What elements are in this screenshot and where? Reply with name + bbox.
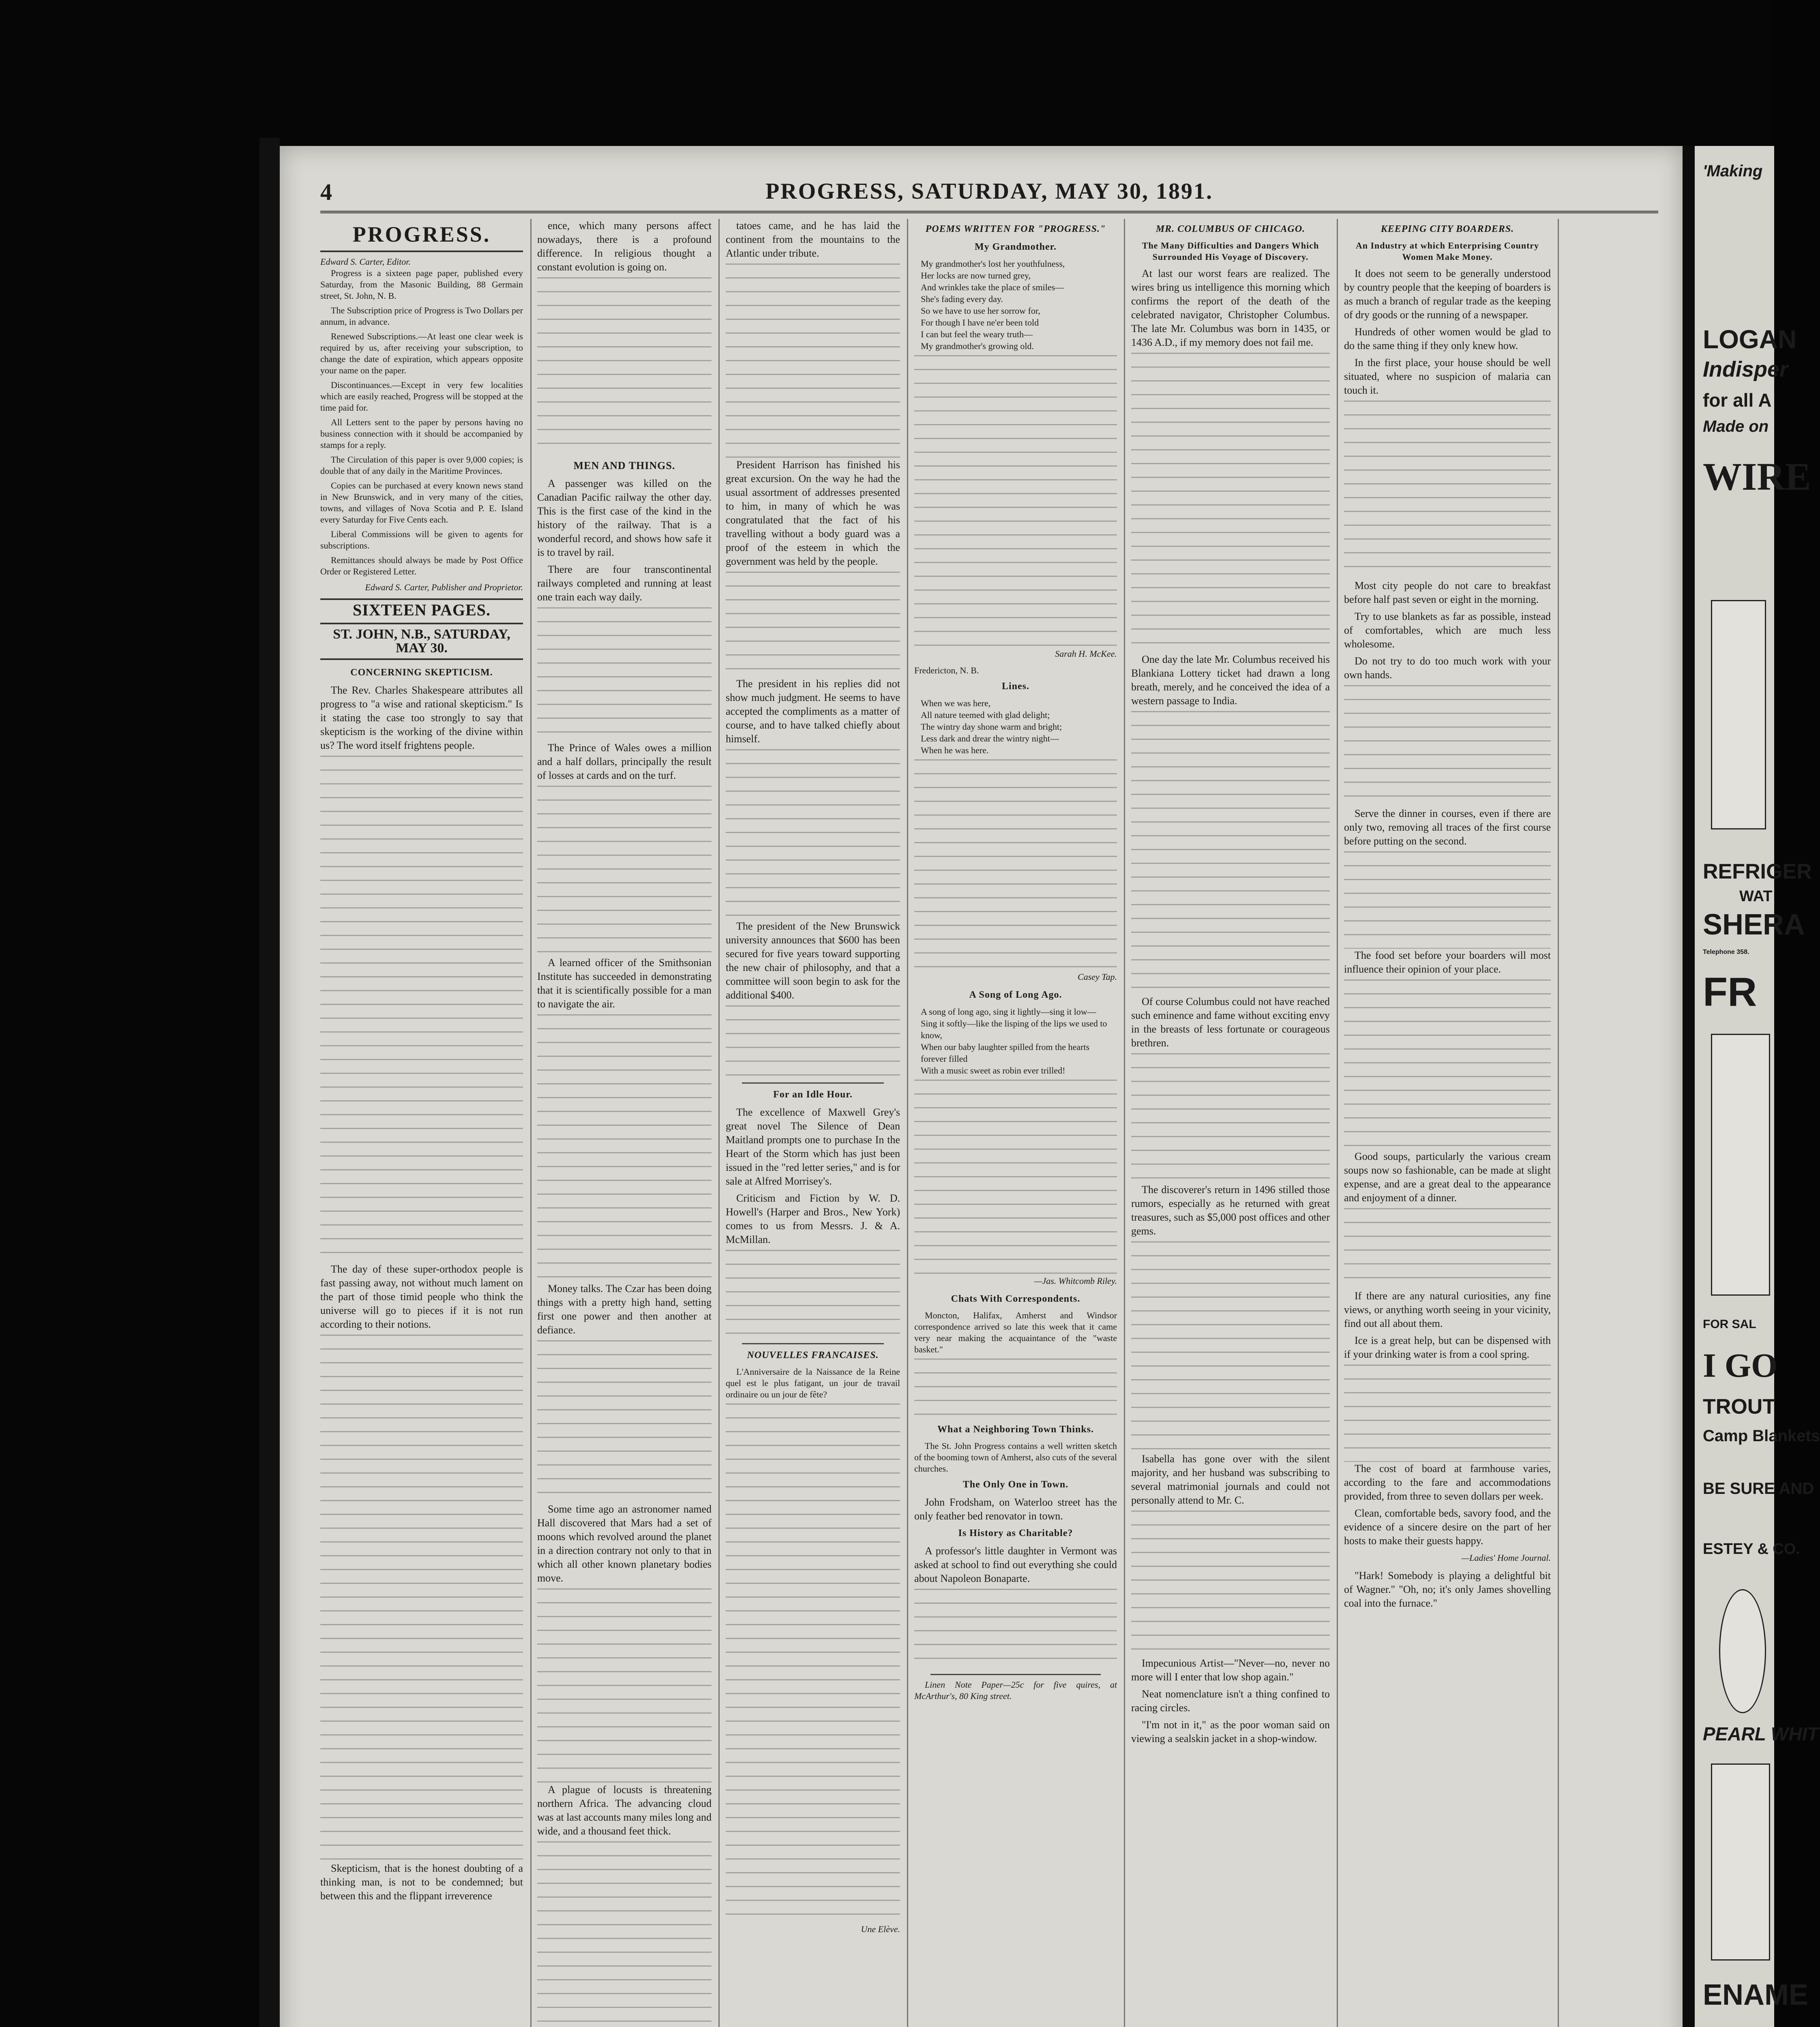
publisher-signature: Edward S. Carter, Publisher and Proprietor. — [365, 582, 523, 592]
section-header: POEMS WRITTEN FOR "PROGRESS." — [925, 224, 1106, 234]
notice: Discontinuances.—Except in very few localities which are easily reached, Progress will be stopped at the time paid for. — [320, 380, 523, 413]
section-header: MR. COLUMBUS OF CHICAGO. — [1155, 224, 1306, 234]
illegible-text-block — [537, 786, 712, 956]
poem-line: She's fading every day. — [921, 294, 1003, 304]
illegible-text-block — [1344, 685, 1551, 807]
article-paragraph: A plague of locusts is threatening northern Africa. The advancing cloud was at last accounts many miles long and wide, and a thousand feet thick. — [537, 1784, 712, 1837]
poem-line: Sing it softly—like the lisping of the lips we used to know, — [921, 1018, 1107, 1040]
ad-fragment: Indisper — [1703, 357, 1788, 381]
illegible-text-block — [1131, 1511, 1330, 1656]
section-heading: For an Idle Hour. — [773, 1089, 853, 1100]
illegible-text-block — [537, 1340, 712, 1502]
section-heading: The Only One in Town. — [963, 1479, 1069, 1490]
illegible-text-block — [726, 1250, 900, 1339]
column-poems — [914, 219, 1117, 2027]
poem-author: Sarah H. McKee. — [1055, 649, 1117, 659]
article-paragraph: The president of the New Brunswick university announces that $600 has been secured for five years toward supporting the new chair of philosophy, and that a committee will soon begin to ask for the additional $400. — [726, 920, 900, 1001]
notice: Progress is a sixteen page paper, published every Saturday, from the Masonic Building, 88 Germain street, St. John, N. B. — [320, 268, 523, 301]
illegible-text-block — [1131, 1241, 1330, 1452]
section-heading: Chats With Correspondents. — [951, 1294, 1080, 1304]
article-paragraph: Some time ago an astronomer named Hall discovered that Mars had a set of moons which revolved around the planet in a direction contrary not only to that in which all other known planetary bodies move. — [537, 1503, 712, 1584]
illegible-text-block — [320, 756, 523, 1262]
article-credit: —Ladies' Home Journal. — [1461, 1553, 1551, 1563]
poem-line: When our baby laughter spilled from the hearts forever filled — [921, 1042, 1090, 1064]
poem-line: A song of long ago, sing it lightly—sing it low— — [921, 1007, 1096, 1017]
ad-fragment: TROUT — [1703, 1395, 1776, 1418]
article-paragraph: The Prince of Wales owes a million and a half dollars, principally the result of losses at cards and on the turf. — [537, 742, 712, 781]
poem-line: So we have to use her sorrow for, — [921, 306, 1040, 316]
article-paragraph: Criticism and Fiction by W. D. Howell's (Harper and Bros., New York) comes to us from Messrs. J. & A. McMillan. — [726, 1192, 900, 1245]
ad-fragment: Camp Blankets — [1703, 1427, 1820, 1445]
article-paragraph: Do not try to do too much work with your own hands. — [1344, 655, 1551, 681]
divider — [930, 1674, 1101, 1675]
illegible-text-block — [320, 1335, 523, 1862]
illegible-text-block — [914, 1080, 1117, 1274]
notice: The Circulation of this paper is over 9,000 copies; is double that of any daily in the Maritime Provinces. — [320, 454, 523, 476]
article-paragraph: Isabella has gone over with the silent majority, and her husband was subscribing to several matrimonial journals and could not personally attend to Mr. C. — [1131, 1453, 1330, 1506]
article-paragraph: ence, which many persons affect nowadays, there is a profound difference. In religious thought a constant evolution is going on. — [537, 220, 712, 273]
article-paragraph: Most city people do not care to breakfast before half past seven or eight in the morning. — [1344, 580, 1551, 605]
illegible-text-block — [726, 264, 900, 458]
article-paragraph: John Frodsham, on Waterloo street has the only feather bed renovator in town. — [914, 1496, 1117, 1522]
article-paragraph: Clean, comfortable beds, savory food, and the evidence of a sincere desire on the part of her hosts to make their guests happy. — [1344, 1507, 1551, 1547]
notice: Linen Note Paper—25c for five quires, at McArthur's, 80 King street. — [914, 1680, 1117, 1701]
ad-fragment: WAT — [1739, 888, 1773, 905]
article-paragraph: Good soups, particularly the various cream soups now so fashionable, can be made at slight expense, and are a great deal to the appearance and enjoyment of a dinner. — [1344, 1151, 1551, 1204]
section-heading: Is History as Charitable? — [958, 1528, 1073, 1538]
poem-body — [914, 258, 1117, 352]
illegible-text-block — [537, 1588, 712, 1783]
article-paragraph: L'Anniversaire de la Naissance de la Reine quel est le plus fatigant, un jour de travail ordinaire ou un jour de fête? — [726, 1367, 900, 1399]
poem-title: Lines. — [1001, 681, 1029, 692]
article-paragraph: Skepticism, that is the honest doubting of a thinking man, is not to be condemned; but between this and the flippant irreverence — [320, 1862, 523, 1902]
illegible-text-block — [726, 749, 900, 919]
poem-line: My grandmother's growing old. — [921, 341, 1034, 351]
ad-illustration-frame — [1719, 1589, 1766, 1713]
illegible-text-block — [1344, 401, 1551, 579]
illegible-text-block — [1131, 353, 1330, 653]
article-paragraph: A professor's little daughter in Vermont was asked at school to find out everything she could about Napoleon Bonaparte. — [914, 1545, 1117, 1584]
article-paragraph: "I'm not in it," as the poor woman said on viewing a sealskin jacket in a shop-window. — [1131, 1719, 1330, 1744]
article-paragraph: There are four transcontinental railways completed and running at least one train each way daily. — [537, 564, 712, 603]
illegible-text-block — [537, 277, 712, 456]
ad-fragment: 'Making — [1703, 162, 1763, 180]
ad-illustration-frame — [1711, 1763, 1770, 1961]
notice: All Letters sent to the paper by persons having no business connection with it should be accompanied by stamps for a reply. — [320, 417, 523, 450]
article-paragraph: tatoes came, and he has laid the continent from the mountains to the Atlantic under tribute. — [726, 220, 900, 259]
ad-fragment: WIRE — [1703, 455, 1811, 498]
poem-line: With a music sweet as robin ever trilled! — [921, 1065, 1065, 1076]
section-subhead: The Many Difficulties and Dangers Which Surrounded His Voyage of Discovery. — [1142, 240, 1319, 262]
section-header: KEEPING CITY BOARDERS. — [1381, 224, 1514, 234]
illegible-text-block — [914, 1589, 1117, 1670]
page-gutter — [1683, 146, 1695, 2027]
ad-fragment: BE SURE AND — [1703, 1480, 1814, 1498]
ad-fragment: for all A — [1703, 390, 1772, 411]
divider — [742, 1343, 884, 1344]
article-paragraph: In the first place, your house should be well situated, where no suspicion of malaria can touch it. — [1344, 357, 1551, 396]
poem-line: My grandmother's lost her youthfulness, — [921, 259, 1065, 269]
illegible-text-block — [537, 607, 712, 741]
illegible-text-block — [1131, 711, 1330, 995]
ad-fragment: FOR SAL — [1703, 1318, 1756, 1331]
illegible-text-block — [1131, 1053, 1330, 1183]
article-paragraph: "Hark! Somebody is playing a delightful bit of Wagner." "Oh, no; it's only James shovelling coal into the furnace." — [1344, 1570, 1551, 1609]
poem-line: When he was here. — [921, 745, 989, 755]
illegible-text-block — [1344, 1208, 1551, 1289]
ad-fragment: ESTEY & CO. — [1703, 1541, 1801, 1558]
article-paragraph: Ice is a great help, but can be dispensed with if your drinking water is from a cool spring. — [1344, 1335, 1551, 1360]
section-subhead: An Industry at which Enterprising Country Women Make Money. — [1355, 240, 1539, 262]
ad-fragment: SHERA — [1703, 909, 1805, 941]
poem-line: I can but feel the weary truth— — [921, 329, 1033, 339]
poem-author: Casey Tap. — [1078, 972, 1117, 982]
article-paragraph: The St. John Progress contains a well written sketch of the booming town of Amherst, also cuts of the several churches. — [914, 1441, 1117, 1474]
notice: Renewed Subscriptions.—At least one clear week is required by us, after receiving your subscription, to change the date of expiration, which appears opposite your name on the paper. — [320, 331, 523, 375]
article-paragraph: The Rev. Charles Shakespeare attributes all progress to "a wise and rational skepticism." Is it stating the case too strongly to say that skepticism is the working of the divine within us? The word itself frightens people. — [320, 684, 523, 751]
nameplate: PROGRESS. — [320, 222, 523, 252]
article-paragraph: A learned officer of the Smithsonian Institute has succeeded in demonstrating that it is scientifically possible for a man to navigate the air. — [537, 957, 712, 1010]
illegible-text-block — [1344, 851, 1551, 949]
ad-fragment: FR — [1703, 969, 1757, 1015]
poem-title: My Grandmother. — [974, 242, 1057, 252]
pages-banner: SIXTEEN PAGES. — [320, 598, 523, 617]
column-rule — [907, 219, 908, 2027]
ad-fragment: LOGAN — [1703, 325, 1797, 354]
article-paragraph: The excellence of Maxwell Grey's great novel The Silence of Dean Maitland prompts one to purchase In the Heart of the Storm which has just been issued in the "red letter series," and is for sale at Alfred Morrisey's. — [726, 1106, 900, 1187]
poem-title: A Song of Long Ago. — [969, 990, 1062, 1000]
illegible-text-block — [726, 572, 900, 677]
notice: The Subscription price of Progress is Two Dollars per annum, in advance. — [320, 305, 523, 327]
poem-body — [914, 1006, 1117, 1076]
page-binding-edge — [259, 138, 280, 2027]
column-rule — [1558, 219, 1559, 2027]
article-paragraph: The discoverer's return in 1496 stilled those rumors, especially as he returned with great treasures, such as $5,000 post offices and other gems. — [1131, 1184, 1330, 1237]
article-signature: Une Elève. — [861, 1924, 900, 1934]
ad-fragment: I GO — [1703, 1347, 1778, 1384]
article-paragraph: The day of these super-orthodox people is fast passing away, not without much lament on the part of those timid people who think the universe will go to pieces if it is not run according to their notions. — [320, 1263, 523, 1330]
ad-fragment: PEARL WHIT — [1703, 1723, 1819, 1744]
article-paragraph: At last our worst fears are realized. The wires bring us intelligence this morning which confirms the report of the death of the celebrated navigator, Christopher Columbus. The late Mr. Columbus was born in 1435, or 1436 A.D., if my memory does not fail me. — [1131, 268, 1330, 348]
notice: Liberal Commissions will be given to agents for subscriptions. — [320, 529, 523, 551]
section-heading: What a Neighboring Town Thinks. — [937, 1424, 1094, 1435]
column-men-and-things — [537, 219, 712, 2027]
ad-fragment: Made on — [1703, 418, 1769, 435]
article-paragraph: Try to use blankets as far as possible, instead of comfortables, which are much less wholesome. — [1344, 611, 1551, 650]
article-paragraph: If there are any natural curiosities, any fine views, or anything worth seeing in your vicinity, find out all about them. — [1344, 1290, 1551, 1329]
article-paragraph: Serve the dinner in courses, even if there are only two, removing all traces of the first course before putting on the second. — [1344, 808, 1551, 847]
poem-line: Less dark and drear the wintry night— — [921, 733, 1059, 744]
illegible-text-block — [1344, 1365, 1551, 1462]
article-paragraph: The cost of board at farmhouse varies, according to the fare and accommodations provided, from three to seven dollars per week. — [1344, 1463, 1551, 1502]
article-paragraph: Impecunious Artist—"Never—no, never no more will I enter that low shop again." — [1131, 1657, 1330, 1683]
section-heading: MEN AND THINGS. — [573, 460, 675, 471]
column-rule — [1124, 219, 1125, 2027]
poem-line: Her locks are now turned grey, — [921, 270, 1031, 281]
article-paragraph: Hundreds of other women would be glad to do the same thing if they only knew how. — [1344, 326, 1551, 351]
column-rule — [530, 219, 532, 2027]
adjacent-page-ads — [1695, 146, 1820, 2027]
editor-line: Edward S. Carter, Editor. — [320, 257, 411, 267]
column-rule — [718, 219, 720, 2027]
article-paragraph: Of course Columbus could not have reached such eminence and fame without exciting envy in the breasts of less fortunate or courageous brethren. — [1131, 996, 1330, 1049]
illegible-text-block — [726, 1403, 900, 1922]
poem-line: The wintry day shone warm and bright; — [921, 722, 1062, 732]
article-paragraph: A passenger was killed on the Canadian Pacific railway the other day. This is the first case of the kind in the history of the railway. That is a wonderful record, and shows how safe it is to travel by rail. — [537, 478, 712, 558]
section-heading: NOUVELLES FRANCAISES. — [747, 1350, 879, 1361]
article-paragraph: Neat nomenclature isn't a thing confined to racing circles. — [1131, 1688, 1330, 1714]
article-paragraph: The food set before your boarders will most influence their opinion of your place. — [1344, 949, 1551, 975]
illegible-text-block — [1344, 979, 1551, 1150]
article-paragraph: The president in his replies did not show much judgment. He seems to have accepted the compliments as a matter of course, and to have talked chiefly about himself. — [726, 678, 900, 745]
illegible-text-block — [914, 759, 1117, 970]
notice: Copies can be purchased at every known news stand in New Brunswick, and in very many of the cities, towns, and villages of Nova Scotia and P. E. Island every Saturday for Five Cents each. — [320, 480, 523, 525]
divider — [742, 1082, 884, 1084]
illegible-text-block — [726, 1005, 900, 1078]
illegible-text-block — [914, 1358, 1117, 1419]
poem-line: All nature teemed with glad delight; — [921, 710, 1050, 720]
article-paragraph: One day the late Mr. Columbus received his Blankiana Lottery ticket had drawn a long breath, merely, and he conceived the idea of a western passage to India. — [1131, 654, 1330, 707]
column-rule — [1337, 219, 1338, 2027]
page-title: PROGRESS, SATURDAY, MAY 30, 1891. — [765, 179, 1213, 204]
illegible-text-block — [537, 1841, 712, 2027]
page-masthead — [320, 178, 1658, 213]
article-paragraph: Moncton, Halifax, Amherst and Windsor correspondence arrived so late this week that it came very near making the acquaintance of the "waste basket." — [914, 1310, 1117, 1354]
article-paragraph: President Harrison has finished his great excursion. On the way he had the usual assortment of addresses presented to him, in many of which he was congratulated that the fact of his travelling without a body guard was a proof of the esteem in which the government was held by the people. — [726, 459, 900, 567]
illegible-text-block — [914, 355, 1117, 647]
article-paragraph: It does not seem to be generally understood by country people that the keeping of boarders is as much a branch of regular trade as the keeping of dry goods or the running of a newspaper. — [1344, 268, 1551, 321]
poem-place: Fredericton, N. B. — [914, 665, 979, 675]
column-president — [726, 219, 900, 2027]
dateline: ST. JOHN, N.B., SATURDAY, MAY 30. — [320, 623, 523, 660]
illegible-text-block — [537, 1014, 712, 1282]
ad-fragment: Telephone 358. — [1703, 949, 1749, 956]
poem-author: —Jas. Whitcomb Riley. — [1034, 1276, 1117, 1286]
poem-line: When we was here, — [921, 698, 991, 708]
article-heading: CONCERNING SKEPTICISM. — [350, 667, 493, 678]
article-paragraph: Money talks. The Czar has been doing things with a pretty high hand, setting first one power and then another at defiance. — [537, 1283, 712, 1336]
poem-body — [914, 697, 1117, 756]
page-number: 4 — [320, 179, 332, 205]
column-editorial — [320, 219, 523, 2027]
ad-fragment: ENAME — [1703, 1979, 1809, 2011]
column-columbus — [1131, 219, 1330, 2027]
ad-fragment: REFRIGER — [1703, 860, 1812, 883]
poem-line: For though I have ne'er been told — [921, 317, 1039, 328]
ad-illustration-frame — [1711, 1034, 1770, 1296]
ad-illustration-frame — [1711, 600, 1766, 829]
column-boarders — [1344, 219, 1551, 2027]
notice: Remittances should always be made by Post Office Order or Registered Letter. — [320, 555, 523, 576]
poem-line: And wrinkles take the place of smiles— — [921, 282, 1064, 292]
